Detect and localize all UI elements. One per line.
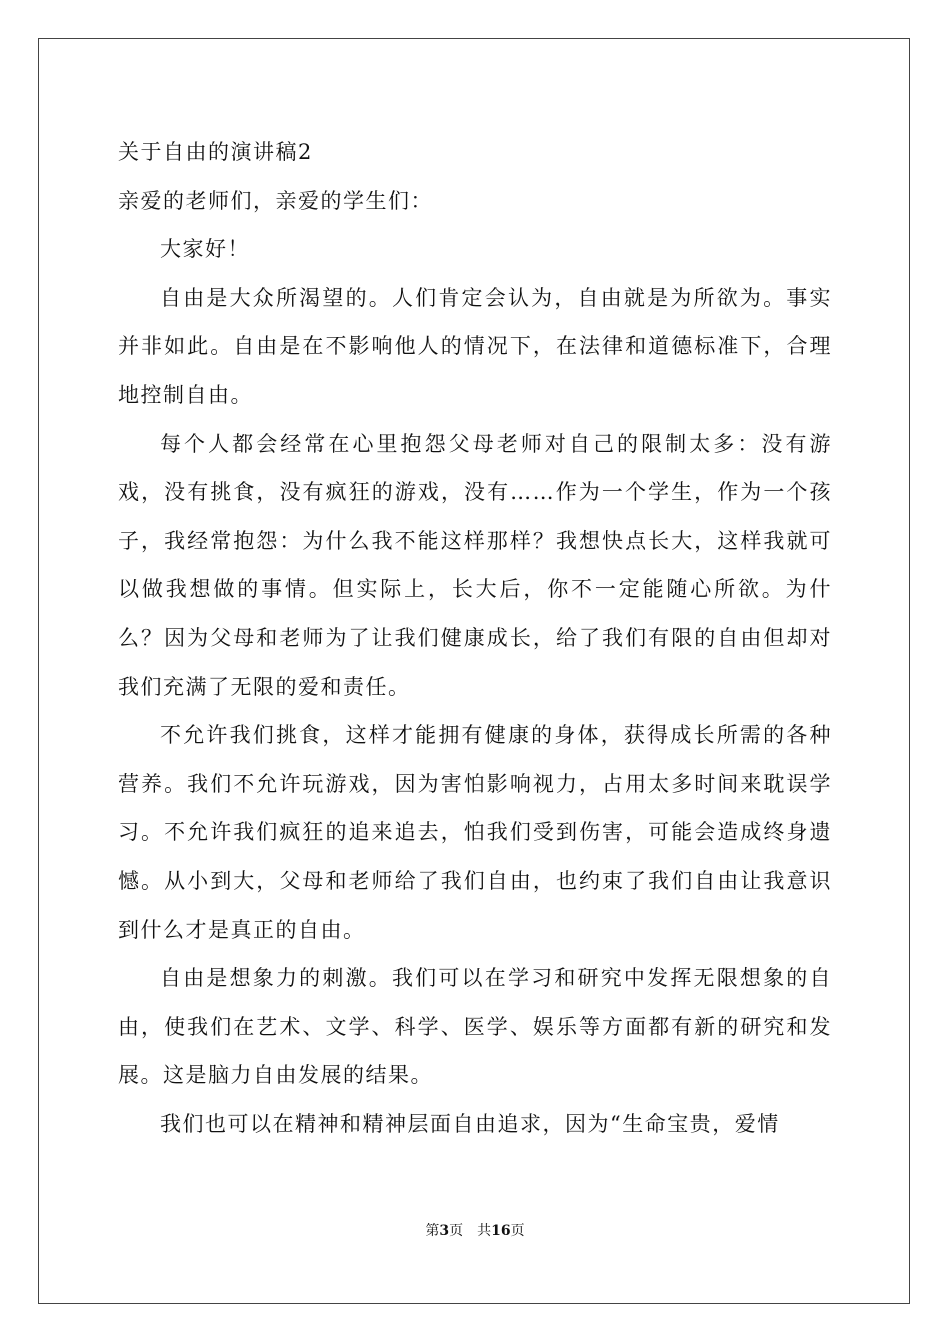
document-title: 关于自由的演讲稿2	[118, 140, 313, 164]
document-body	[118, 128, 832, 1148]
page-number-footer	[0, 1220, 950, 1240]
paragraph: 自由是想象力的刺激。我们可以在学习和研究中发挥无限想象的自由，使我们在艺术、文学、科学、医学、娱乐等方面都有新的研究和发展。这是脑力自由发展的结果。	[118, 966, 832, 1088]
page-prefix: 第	[425, 1223, 440, 1239]
paragraph: 自由是大众所渴望的。人们肯定会认为，自由就是为所欲为。事实并非如此。自由是在不影响他人的情况下，在法律和道德标准下，合理地控制自由。	[118, 285, 832, 407]
page-mid: 页 共	[449, 1223, 492, 1239]
paragraph-greeting: 大家好！	[160, 237, 250, 262]
page-suffix: 页	[510, 1223, 525, 1239]
paragraph: 每个人都会经常在心里抱怨父母老师对自己的限制太多：没有游戏，没有挑食，没有疯狂的游戏，没有……作为一个学生，作为一个孩子，我经常抱怨：为什么我不能这样那样？我想快点长大，这样我就可以做我想做的事情。但实际上，长大后，你不一定能随心所欲。为什么？因为父母和老师为了让我们健康成长，给了我们有限的自由但却对我们充满了无限的爱和责任。	[118, 431, 832, 699]
paragraph: 不允许我们挑食，这样才能拥有健康的身体，获得成长所需的各种营养。我们不允许玩游戏，因为害怕影响视力，占用太多时间来耽误学习。不允许我们疯狂的追来追去，怕我们受到伤害，可能会造成终身遗憾。从小到大，父母和老师给了我们自由，也约束了我们自由让我意识到什么才是真正的自由。	[118, 723, 832, 942]
salutation: 亲爱的老师们，亲爱的学生们：	[118, 188, 433, 213]
current-page-number: 3	[439, 1223, 450, 1239]
paragraph: 我们也可以在精神和精神层面自由追求，因为“生命宝贵，爱情	[160, 1111, 780, 1136]
total-page-count: 16	[491, 1223, 511, 1239]
